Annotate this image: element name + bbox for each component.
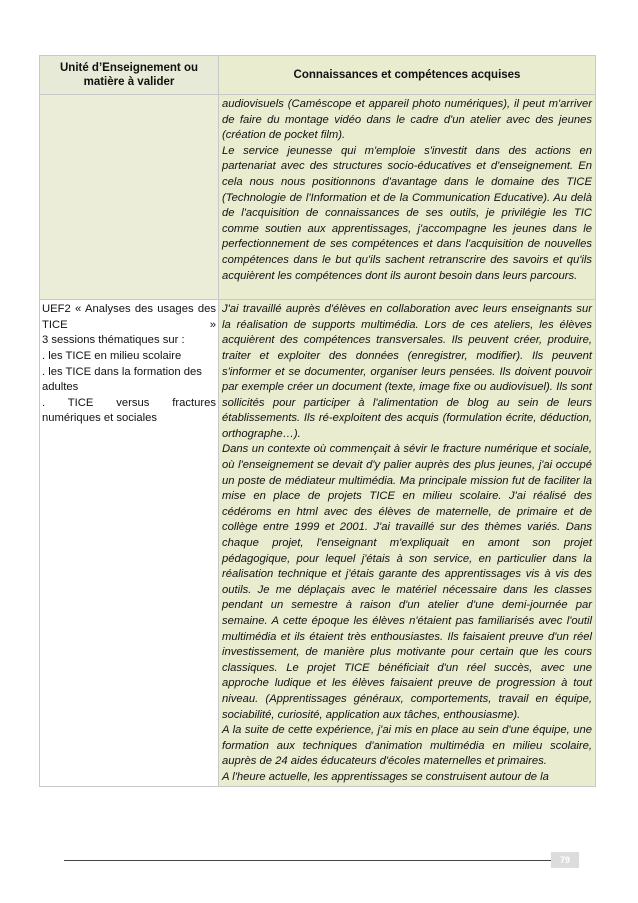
row1-left-cell [40, 95, 219, 300]
table-row [40, 95, 596, 300]
row2-paragraph-1: J'ai travaillé auprès d'élèves en collaboration avec leurs enseignants sur la réalisation de supports multimédia. Lors de ces ateliers, les élèves acquièrent des compétences transversales. Ils peuvent créer, produire, traiter et exploiter des données (enregistrer, modifier). Ils peuvent s'informer et se documenter, organiser leurs pensées. Ils doivent pouvoir par exemple créer un document (texte, image fixe ou audiovisuel). Ils sont sollicités pour participer à l'alimentation de blog au sein de leurs établissements. Ils ré-exploitent des acquis (formulation écrite, déduction, orthographe…). [222, 303, 592, 440]
row2-paragraph-2: Dans un contexte où commençait à sévir le fracture numérique et sociale, où l'enseignement se devait d'y palier auprès des plus jeunes, j'ai occupé un poste de médiateur multimédia. Ma principale mission fut de faciliter la mise en place de projets TICE en milieu scolaire. J'ai réalisé des cédéroms en html avec des élèves de maternelle, de primaire et de collège entre 1999 et 2001. J'ai travaillé sur des thèmes variés. Dans chaque projet, l'enseignant m'expliquait en amont son projet pédagogique, pour lequel j'étais à son service, en particulier dans la réalisation technique et j'étais garante des apprentissages vis à vis des outils. Je me déplaçais avec le matériel nécessaire dans les classes pendant un semestre à raison d'un atelier d'une demi-journée par semaine. A cette époque les élèves n'étaient pas familiarisés avec l'outil multimédia et ils étaient très enthousiastes. Ils faisaient preuve d'un réel investissement, de manière plus motivante pour certain que les cours classiques. Le projet TICE bénéficiait d'un réel succès, avec une approche ludique et les élèves faisaient preuve de progression à tout niveau. (Apprentissages généraux, comportements, travail en équipe, sociabilité, curiosité, application aux tâches, enthousiasme). [222, 443, 592, 721]
row1-text [219, 95, 595, 299]
competences-table [39, 55, 596, 787]
uef2-title: UEF2 « Analyses des usages des TICE » [42, 303, 216, 331]
uef2-item-1: . les TICE en milieu scolaire [42, 349, 182, 362]
row2-paragraph-4: A l'heure actuelle, les apprentissages se construisent autour de la [222, 770, 549, 783]
row1-paragraph-1: audiovisuels (Caméscope et appareil photo numériques), il peut m'arriver de faire du montage vidéo dans le cadre d'un atelier avec des jeunes (création de pocket film). [222, 98, 592, 142]
row2-left-cell [40, 300, 219, 786]
uef2-intro: 3 sessions thématiques sur : [42, 334, 185, 347]
footer-rule [64, 860, 551, 861]
uef2-item-3: . TICE versus fractures numériques et sociales [42, 396, 216, 425]
header-competences-label: Connaissances et compétences acquises [293, 68, 521, 81]
row2-right-cell [219, 300, 596, 786]
header-unite-line1: Unité d’Enseignement ou [59, 61, 198, 74]
row1-paragraph-2: Le service jeunesse qui m'emploie s'investit dans des actions en partenariat avec des structures socio-éducatives et d'enseignement. En cela nous nous positionnons d'avantage dans le domaine des TICE (Technologie de l'Information et de la Communication Educative). Au delà de l'acquisition de connaissances de ses outils, je privilégie les TIC comme soutien aux apprentissages, j'accompagne les jeunes dans le perfectionnement de ses compétences et dans l'acquisition de nouvelles compétences dans le but qu'ils sachent retranscrire des savoirs et qu'ils acquièrent les compétences dont ils auront besoin dans leurs parcours. [222, 144, 592, 282]
row2-left-text [40, 300, 218, 427]
table-header-row [40, 56, 596, 95]
page-number: 79 [551, 852, 579, 868]
row2-paragraph-3: A la suite de cette expérience, j'ai mis en place au sein d'une équipe, une formation aux techniques d'animation multimédia en milieu scolaire, auprès de 24 aides éducateurs d'écoles maternelles et primaires. [222, 724, 592, 768]
header-cell-unite [40, 56, 219, 95]
uef2-item-2: . les TICE dans la formation des adultes [42, 365, 202, 394]
header-cell-competences [219, 56, 596, 95]
row2-text [219, 300, 595, 785]
row1-right-cell [219, 95, 596, 300]
table-row [40, 300, 596, 786]
header-unite-line2: matière à valider [83, 76, 175, 88]
